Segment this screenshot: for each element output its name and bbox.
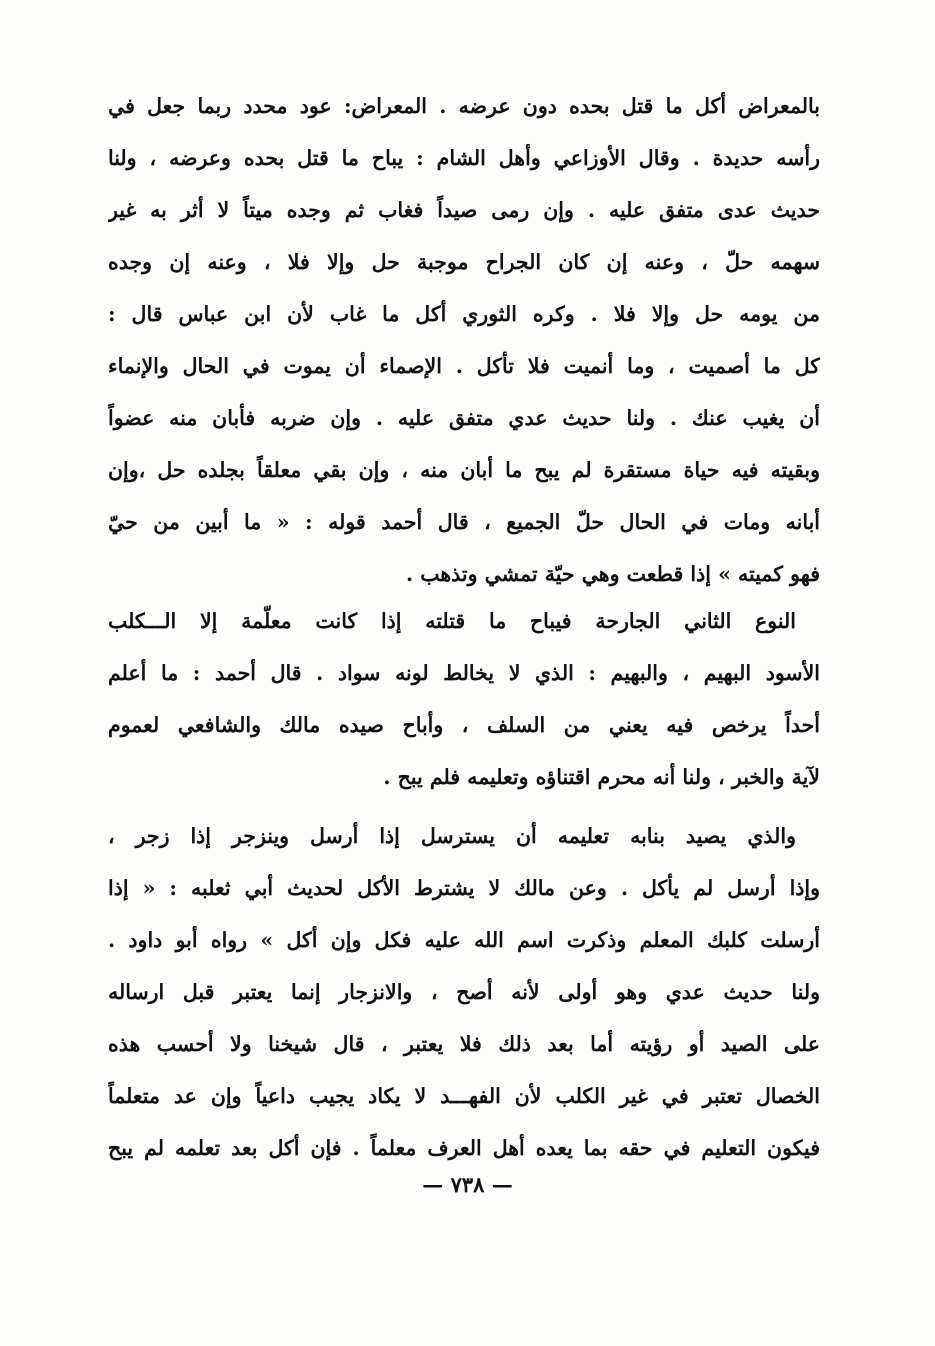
page-number: — ٧٣٨ —: [422, 1172, 513, 1197]
text-line: أحداً يرخص فيه يعني من السلف ، وأباح صيده مالك والشافعي لعموم: [108, 713, 820, 737]
text-line: من يومه حل وإلا فلا . وكره الثوري أكل ما غاب لأن ابن عباس قال :: [108, 302, 820, 326]
text-line: أبانه ومات في الحال حلّ الجميع ، قال أحمد قوله : « ما أبين من حيّ: [108, 510, 820, 534]
paragraph-hunting-animal: [108, 595, 820, 803]
text-line: وإذا أرسل لم يأكل . وعن مالك لا يشترط الأكل لحديث أبي ثعلبه : « إذا: [108, 876, 820, 900]
text-line: سهمه حلّ ، وعنه إن كان الجراح موجبة حل وإلا فلا ، وعنه إن وجده: [108, 250, 820, 274]
text-line: لآية والخبر ، ولنا أنه محرم اقتناؤه وتعليمه فلم يبح .: [383, 765, 820, 789]
paragraph-hunting-by-blade: [108, 80, 820, 600]
text-line: أن يغيب عنك . ولنا حديث عدي متفق عليه . وإن ضربه فأبان منه عضواً: [108, 406, 820, 430]
text-line: النوع الثاني الجارحة فيباح ما قتلته إذا كانت معلّمة إلا الـــكلب: [108, 609, 796, 633]
text-line: كل ما أصميت ، وما أنميت فلا تأكل . الإصماء أن يموت في الحال والإنماء: [108, 354, 820, 378]
text-line: حديث عدى متفق عليه . وإن رمى صيداً فغاب ثم وجده ميتاً لا أثر به غير: [108, 198, 820, 222]
text-line: رأسه حديدة . وقال الأوزاعي وأهل الشام : يباح ما قتل بحده وعرضه ، ولنا: [108, 146, 820, 170]
text-line: الخصال تعتبر في غير الكلب لأن الفهـــد لا يكاد يجيب داعياً وإن عد متعلماً: [108, 1084, 820, 1108]
text-line: فهو كميته » إذا قطعت وهي حيّة تمشي وتذهب .: [405, 562, 820, 586]
text-line: ولنا حديث عدي وهو أولى لأنه أصح ، والانزجار إنما يعتبر قبل ارساله: [108, 980, 820, 1004]
text-line: وبقيته فيه حياة مستقرة لم يبح ما أبان منه ، وإن بقي معلقاً بجلده حل ،وإن: [108, 458, 820, 482]
text-line: بالمعراض أكل ما قتل بحده دون عرضه . المعراض: عود محدد ربما جعل في: [108, 94, 820, 118]
text-line: على الصيد أو رؤيته أما بعد ذلك فلا يعتبر ، قال شيخنا ولا أحسب هذه: [108, 1032, 820, 1056]
paragraph-training: [108, 810, 820, 1174]
text-line: أرسلت كلبك المعلم وذكرت اسم الله عليه فكل وإن أكل » رواه أبو داود .: [108, 928, 820, 952]
text-line: فيكون التعليم في حقه بما يعده أهل العرف معلماً . فإن أكل بعد تعلمه لم يبح: [108, 1136, 820, 1160]
text-line: الأسود البهيم ، والبهيم : الذي لا يخالط لونه سواد . قال أحمد : ما أعلم: [108, 661, 820, 685]
text-line: والذي يصيد بنابه تعليمه أن يسترسل إذا أرسل وينزجر إذا زجر ،: [108, 824, 796, 848]
